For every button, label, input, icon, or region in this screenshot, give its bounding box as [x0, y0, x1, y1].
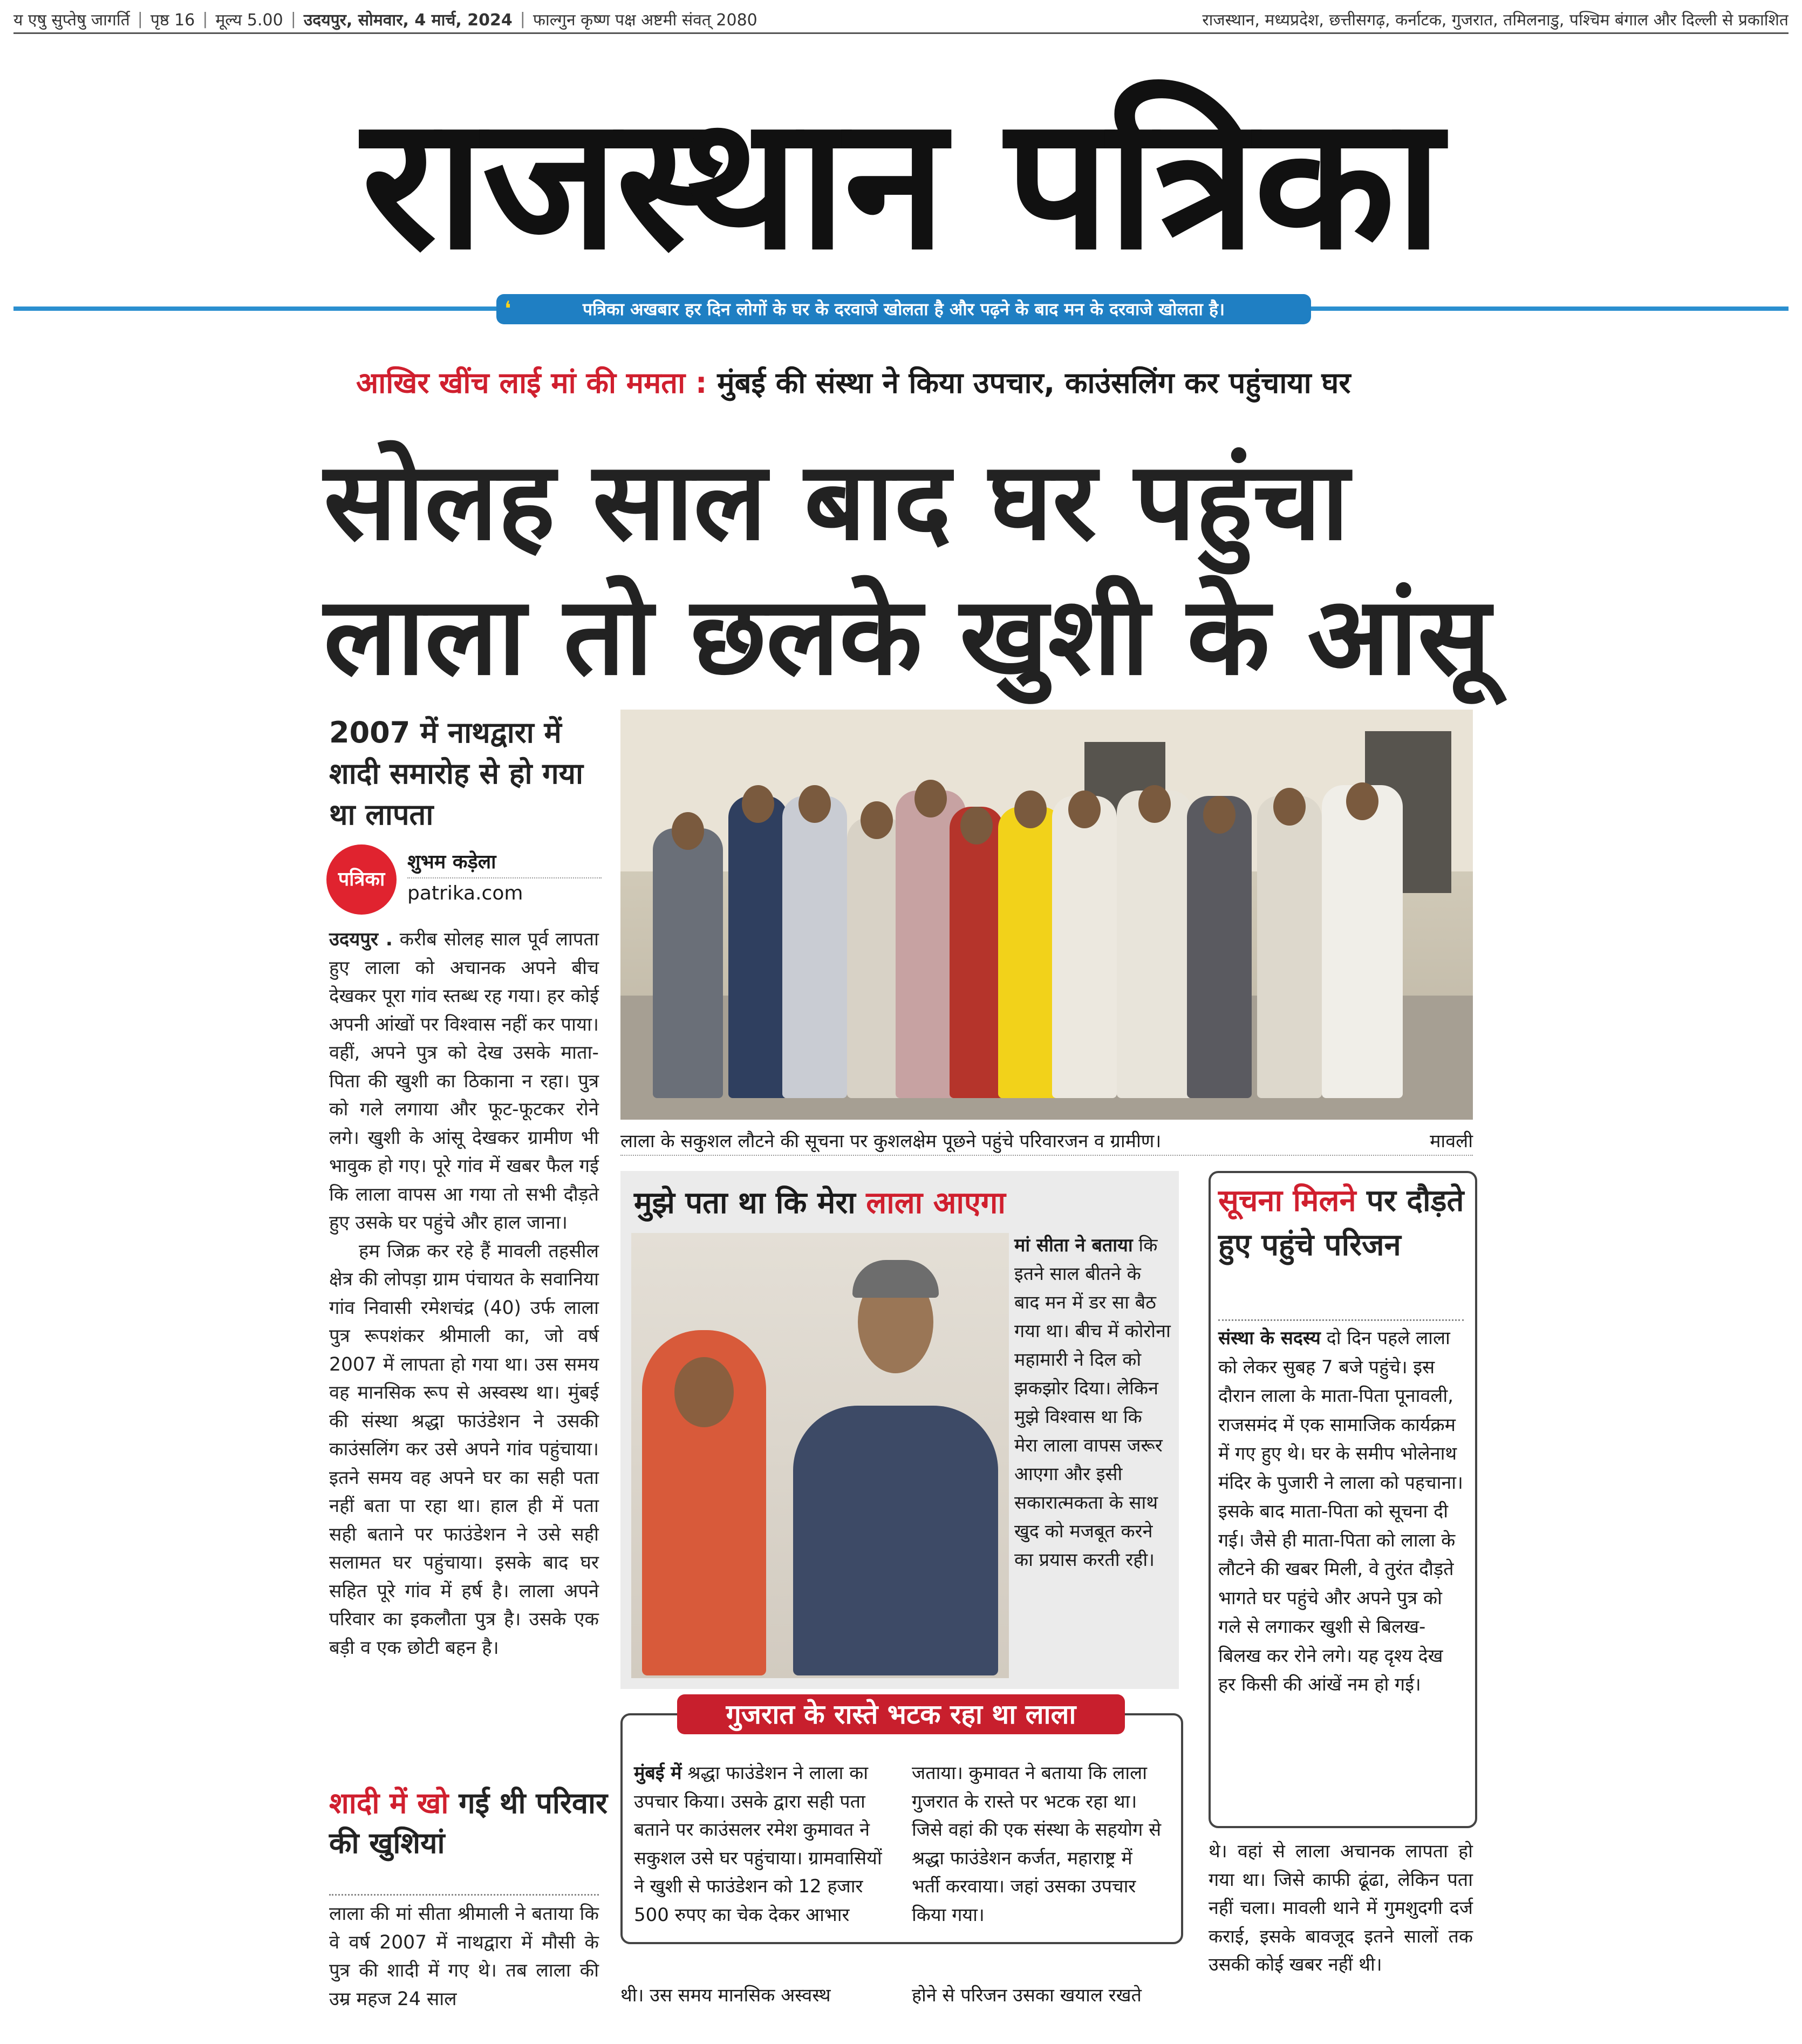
mother-son-photo: [631, 1233, 1009, 1678]
mother-heading-red: लाला आएगा: [866, 1185, 1006, 1221]
subheadline-2-red: शादी में खो: [329, 1786, 449, 1820]
sidebar-text: दो दिन पहले लाला को लेकर सुबह 7 बजे पहुंचे। इस दौरान लाला के माता-पिता पूनावली, राजसमंद में एक सामाजिक कार्यक्रम में गए हुए थे। घर के समीप भोलेनाथ मंदिर के पुजारी ने लाला को पहचाना। इसके बाद माता-पिता को सूचना दी गई। जैसे ही माता-पिता को लाला के लौटने की खबर मिली, वे तुरंत दौड़ते भागते घर पहुंचे और अपने पुत्र को गले से लगाकर खुशी से बिलख-बिलख कर रोने लगे। यह दृश्य देख हर किसी की आंखें नम हो गई।: [1218, 1327, 1463, 1695]
motto: य एषु सुप्तेषु जागर्ति: [13, 10, 130, 30]
price: मूल्य 5.00: [215, 10, 283, 30]
photo-credit: मावली: [1430, 1130, 1473, 1152]
gujarat-text-1: श्रद्धा फाउंडेशन ने लाला का उपचार किया। उसके द्वारा सही पता बताने पर काउंसलर रमेश कुमावत ने सकुशल उसे घर पहुंचाया। ग्रामवासियों ने खुशी से फाउंडेशन को 12 हजार 500 रुपए का चेक देकर आभार: [634, 1762, 882, 1926]
dateline-city: उदयपुर .: [329, 929, 393, 950]
subheadline-2-text: गई थी परिवार की खुशियां: [329, 1786, 608, 1860]
kicker-text: मुंबई की संस्था ने किया उपचार, काउंसलिंग कर पहुंचाया घर: [707, 366, 1351, 400]
group-photo: [620, 710, 1473, 1120]
kicker: [356, 362, 1489, 405]
headline-line-1: सोलह साल बाद घर पहुंचा: [324, 439, 1349, 564]
kicker-red: आखिर खींच लाई मां की ममता :: [356, 366, 707, 400]
page-number: पृष्ठ 16: [150, 10, 195, 30]
sidebar-heading-red: सूचना मिलने: [1218, 1183, 1356, 1218]
mother-heading-text: मुझे पता था कि मेरा: [634, 1185, 866, 1221]
headline-line-2: लाला तो छलके खुशी के आंसू: [324, 574, 1491, 699]
gujarat-column-1: [634, 1759, 888, 1932]
patrika-logo: पत्रिका: [326, 844, 397, 915]
dateline: उदयपुर, सोमवार, 4 मार्च, 2024: [303, 10, 513, 30]
slogan-banner: पत्रिका अखबार हर दिन लोगों के घर के दरवाजे खोलता है और पढ़ने के बाद मन के दरवाजे खोलता है।: [496, 294, 1311, 324]
hindu-date: फाल्गुन कृष्ण पक्ष अष्टमी संवत् 2080: [533, 10, 757, 30]
mother-quote-text: कि इतने साल बीतने के बाद मन में डर सा बैठ गया था। बीच में कोरोना महामारी ने दिल को झकझोर दिया। लेकिन मुझे विश्वास था कि मेरा लाला वापस जरूर आएगा और इसी सकारात्मकता के साथ खुद को मजबूत करने का प्रयास करती रही।: [1014, 1235, 1171, 1571]
author-name: शुभम कड़ेला: [407, 847, 602, 878]
gujarat-banner: गुजरात के रास्ते भटक रहा था लाला: [677, 1694, 1125, 1734]
photo-caption: [620, 1128, 1473, 1156]
article-continuation-2: होने से परिजन उसका खयाल रखते: [912, 1985, 1142, 2006]
article-continuation-1: थी। उस समय मानसिक अस्वस्थ: [620, 1985, 831, 2006]
gujarat-column-2: जताया। कुमावत ने बताया कि लाला गुजरात के रास्ते पर भटक रहा था। जिसे वहां की एक संस्था के सहयोग से श्रद्धा फाउंडेशन कर्जत, महाराष्ट्र में भर्ती करवाया। जहां उसका उपचार किया गया।: [912, 1762, 1162, 1926]
mother-quote-body: [1014, 1231, 1171, 1679]
sidebar-lead: संस्था के सदस्य: [1218, 1327, 1321, 1349]
masthead-title: राजस्थान पत्रिका: [361, 77, 1441, 290]
photo-caption-text: लाला के सकुशल लौटने की सूचना पर कुशलक्षेम पूछने पहुंचे परिवारजन व ग्रामीण।: [620, 1130, 1162, 1152]
subheadline-2: [329, 1783, 610, 1864]
byline: [407, 847, 602, 912]
article-body-left-2: लाला की मां सीता श्रीमाली ने बताया कि वे वर्ष 2007 में नाथद्वारा में मौसी के पुत्र की शादी में गए थे। तब लाला की उम्र महज 24 साल: [329, 1894, 599, 2040]
author-site: patrika.com: [407, 882, 523, 904]
top-strip: य एषु सुप्तेषु जागर्ति | पृष्ठ 16 | मूल्य 5.00 | उदयपुर, सोमवार, 4 मार्च, 2024 | फाल्गुन कृष्ण पक्ष अष्टमी संवत् 2080 राजस्थान, मध्यप्रदेश, छत्तीसगढ़, कर्नाटक, गुजरात, तमिलनाडु, पश्चिम बंगाल और दिल्ली से प्रकाशित: [13, 5, 1789, 34]
article-paragraph-2: हम जिक्र कर रहे हैं मावली तहसील क्षेत्र की लोपड़ा ग्राम पंचायत के सवानिया गांव निवासी रमेशचंद्र (40) उर्फ लाला पुत्र रूपशंकर श्रीमाली का, जो वर्ष 2007 में लापता हो गया था। उस समय वह मानसिक रूप से अस्वस्थ था। मुंबई की संस्था श्रद्धा फाउंडेशन ने उसकी काउंसलिंग कर उसे अपने गांव पहुंचाया। इतने समय वह अपने घर का सही पता नहीं बता पा रहा था। हाल ही में पता सही बताने पर फाउंडेशन ने उसे सही सलामत घर पहुंचाया। इसके बाद घर सहित पूरे गांव में हर्ष है। लाला अपने परिवार का इकलौता पुत्र है। उसके एक बड़ी व एक छोटी बहन है।: [329, 1240, 599, 1659]
sidebar-body: [1218, 1319, 1464, 1821]
article-body-left: [329, 925, 599, 1773]
quote-icon: ❛: [504, 297, 511, 321]
article-continuation-right: थे। वहां से लाला अचानक लापता हो गया था। जिसे काफी ढूंढा, लेकिन पता नहीं चला। मावली थाने में गुमशुदगी दर्ज कराई, इसके बावजूद इतने सालों तक उसकी कोई खबर नहीं थी।: [1209, 1841, 1473, 1975]
subheadline: 2007 में नाथद्वारा में शादी समारोह से हो गया था लापता: [329, 716, 583, 832]
mother-quote-heading: [634, 1182, 1173, 1225]
gujarat-lead: मुंबई में: [634, 1762, 682, 1784]
sidebar-heading-text: पर दौड़ते हुए पहुंचे परिजन: [1218, 1183, 1464, 1263]
mother-quote-lead: मां सीता ने बताया: [1014, 1235, 1133, 1256]
article-paragraph-1: करीब सोलह साल पूर्व लापता हुए लाला को अचानक अपने बीच देखकर पूरा गांव स्तब्ध रह गया। हर कोई अपनी आंखों पर विश्वास नहीं कर पाया। वहीं, अपने पुत्र को देख उसके माता- पिता की खुशी का ठिकाना न रहा। पुत्र को गले लगाया और फूट-फूटकर रोने लगे। खुशी के आंसू देखकर ग्रामीण भी भावुक हो गए। पूरे गांव में खबर फैल गई कि लाला वापस आ गया तो सभी दौड़ते हुए उसके घर पहुंचे और हाल जाना।: [329, 929, 599, 1234]
sidebar-heading: [1218, 1179, 1466, 1319]
editions: राजस्थान, मध्यप्रदेश, छत्तीसगढ़, कर्नाटक, गुजरात, तमिलनाडु, पश्चिम बंगाल और दिल्ली से प्रकाशित: [1202, 10, 1789, 30]
